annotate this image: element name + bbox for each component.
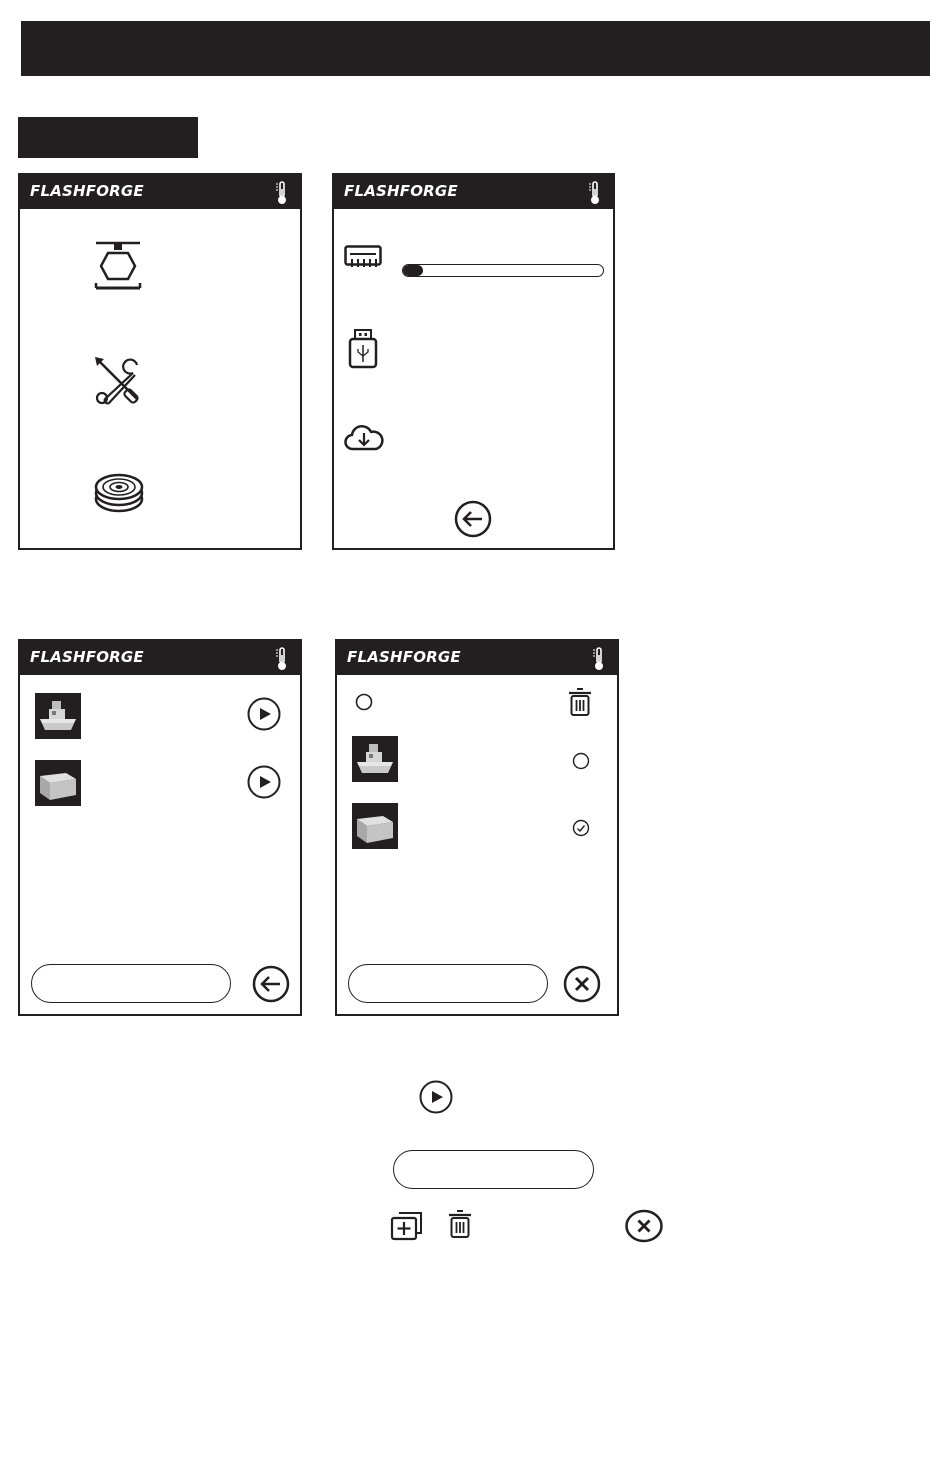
file-select-radio[interactable] (572, 752, 590, 770)
filament-spool-icon[interactable] (93, 471, 145, 515)
boat-model-icon (35, 693, 81, 739)
tools-icon[interactable] (93, 355, 145, 407)
thermometer-icon[interactable] (591, 646, 607, 672)
add-copy-icon (389, 1211, 425, 1241)
play-button-icon[interactable] (247, 765, 281, 799)
brand-logo: FLASHFORGE (30, 182, 144, 200)
cloud-download-icon[interactable] (344, 423, 384, 453)
source-screen (332, 173, 615, 550)
boat-model-icon (352, 736, 398, 782)
action-pill-button[interactable] (31, 964, 231, 1003)
screen-header (20, 175, 300, 209)
section-tab (18, 117, 198, 158)
brand-logo: FLASHFORGE (344, 182, 458, 200)
file-thumbnail-boat[interactable] (35, 693, 81, 739)
brand-logo: FLASHFORGE (30, 648, 144, 666)
action-pill-button[interactable] (348, 964, 548, 1003)
close-icon (625, 1209, 663, 1243)
thermometer-icon[interactable] (274, 180, 290, 206)
cube-model-icon (352, 803, 398, 849)
screen-header (20, 641, 300, 675)
screen-header (337, 641, 617, 675)
thermometer-icon[interactable] (274, 646, 290, 672)
close-icon[interactable] (563, 965, 601, 1003)
play-button-icon[interactable] (247, 697, 281, 731)
print-icon[interactable] (93, 241, 143, 291)
select-all-radio[interactable] (355, 693, 373, 711)
back-arrow-icon[interactable] (454, 500, 492, 538)
action-pill-button (393, 1150, 594, 1189)
thermometer-icon[interactable] (587, 180, 603, 206)
file-selected-check-icon[interactable] (572, 819, 590, 837)
file-thumbnail-boat[interactable] (352, 736, 398, 782)
file-thumbnail-cube[interactable] (35, 760, 81, 806)
cube-model-icon (35, 760, 81, 806)
storage-progress-fill (403, 265, 423, 276)
back-arrow-icon[interactable] (252, 965, 290, 1003)
page-header-bar (21, 21, 930, 76)
screen-header (334, 175, 613, 209)
file-list-screen (18, 639, 302, 1016)
trash-icon[interactable] (568, 687, 592, 717)
storage-progress-bar (402, 264, 604, 277)
file-thumbnail-cube[interactable] (352, 803, 398, 849)
play-button-icon (419, 1080, 453, 1114)
usb-drive-icon[interactable] (348, 328, 378, 370)
file-edit-screen (335, 639, 619, 1016)
trash-icon (447, 1209, 473, 1239)
internal-storage-icon[interactable] (344, 245, 382, 269)
brand-logo: FLASHFORGE (347, 648, 461, 666)
home-screen (18, 173, 302, 550)
